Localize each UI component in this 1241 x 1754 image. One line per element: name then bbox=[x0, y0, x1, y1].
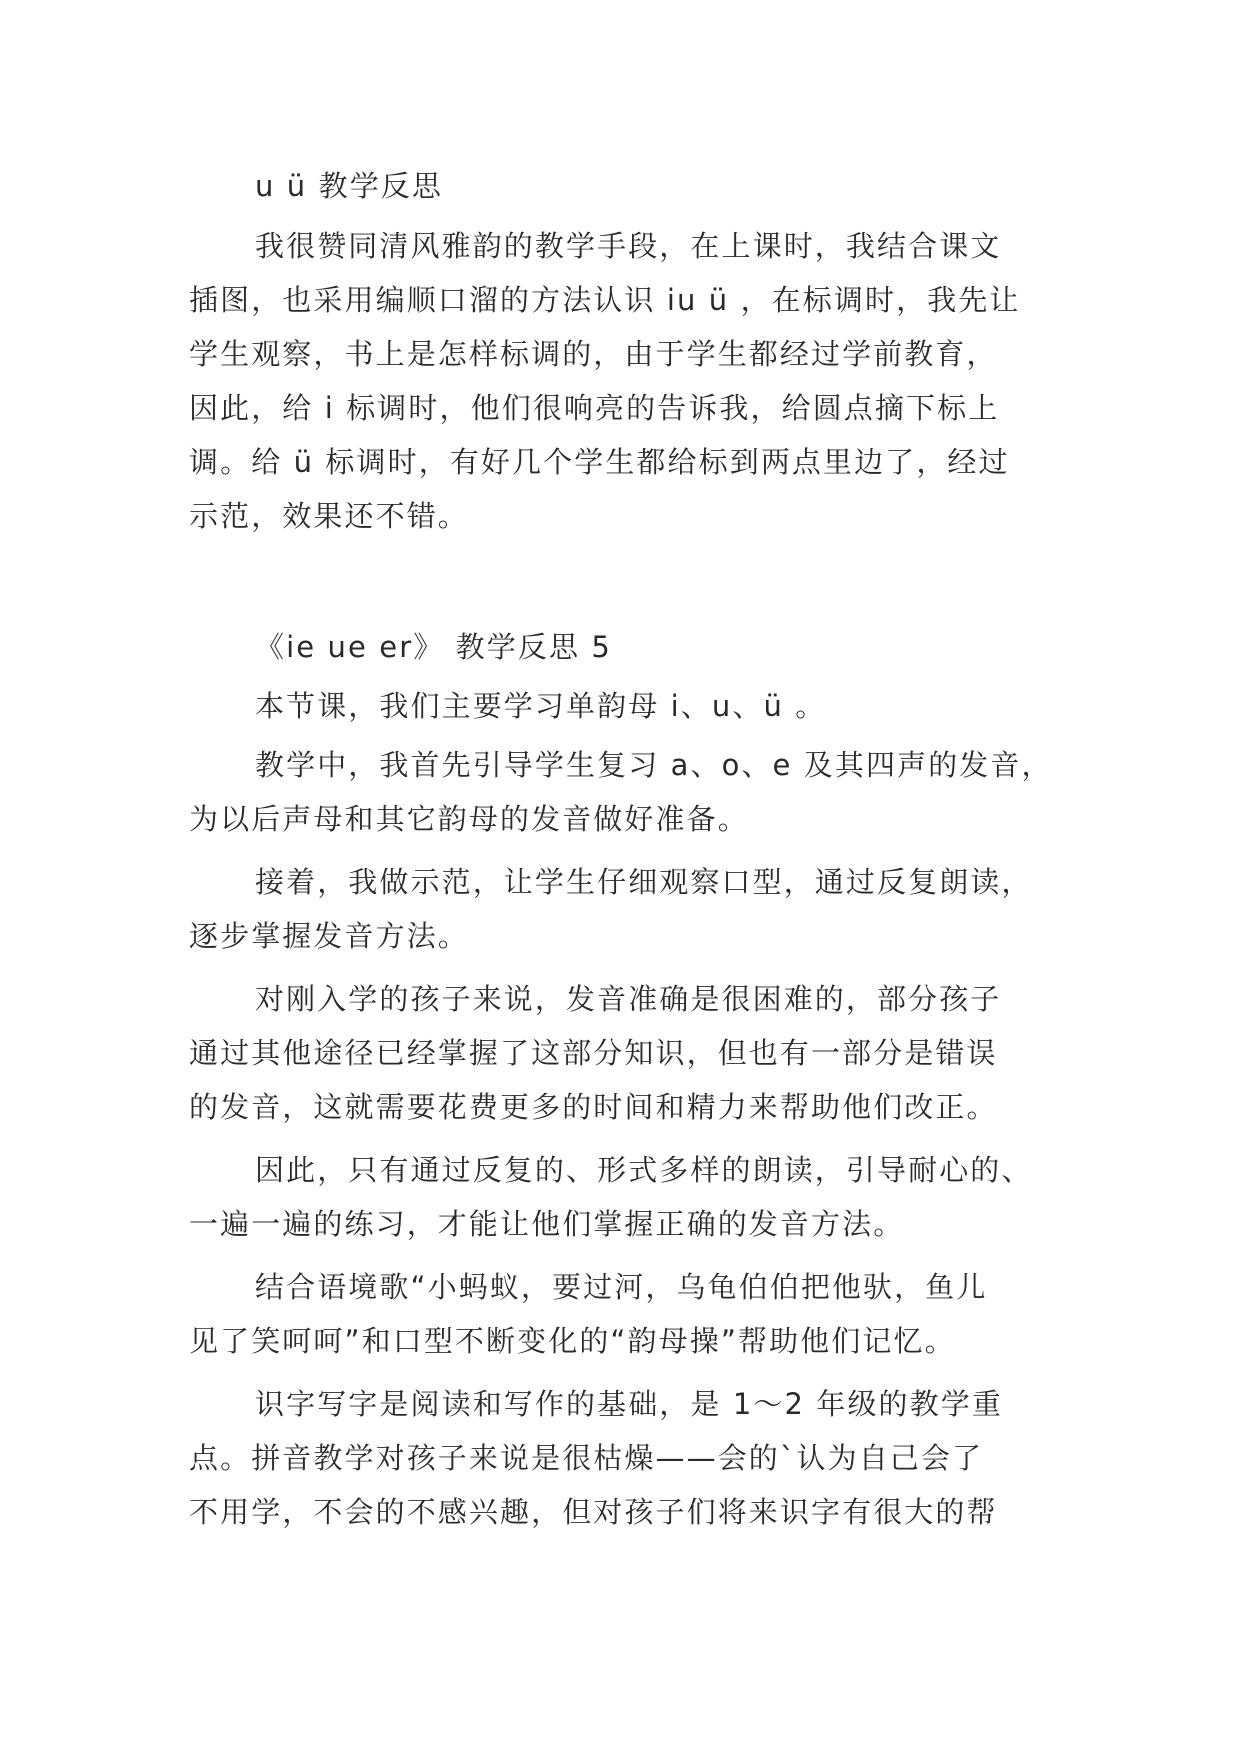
paragraph-line: 逐步掌握发音方法。 bbox=[189, 919, 469, 953]
paragraph-line: 学生观察，书上是怎样标调的，由于学生都经过学前教育， bbox=[189, 337, 998, 371]
paragraph-line: 本节课，我们主要学习单韵母 i、u、ü 。 bbox=[255, 689, 827, 723]
paragraph-line: 接着，我做示范，让学生仔细观察口型，通过反复朗读， bbox=[255, 865, 1033, 899]
paragraph-line: 调。给 ü 标调时，有好几个学生都给标到两点里边了，经过 bbox=[189, 445, 1010, 479]
section-title: u ü 教学反思 bbox=[255, 169, 443, 203]
paragraph-line: 对刚入学的孩子来说，发音准确是很困难的，部分孩子 bbox=[255, 982, 1002, 1016]
paragraph-line: 识字写字是阅读和写作的基础，是 1～2 年级的教学重 bbox=[255, 1387, 1003, 1421]
paragraph-line: 点。拼音教学对孩子来说是很枯燥——会的`认为自己会了 bbox=[189, 1441, 984, 1475]
paragraph-line: 通过其他途径已经掌握了这部分知识，但也有一部分是错误 bbox=[189, 1036, 998, 1070]
paragraph-line: 我很赞同清风雅韵的教学手段，在上课时，我结合课文 bbox=[255, 229, 1002, 263]
paragraph-line: 的发音，这就需要花费更多的时间和精力来帮助他们改正。 bbox=[189, 1090, 998, 1124]
paragraph-line: 因此，只有通过反复的、形式多样的朗读，引导耐心的、 bbox=[255, 1153, 1033, 1187]
paragraph-line: 为以后声母和其它韵母的发音做好准备。 bbox=[189, 802, 749, 836]
paragraph-line: 一遍一遍的练习，才能让他们掌握正确的发音方法。 bbox=[189, 1207, 905, 1241]
section-title: 《ie ue er》 教学反思 5 bbox=[255, 630, 612, 664]
paragraph-line: 示范，效果还不错。 bbox=[189, 499, 469, 533]
paragraph-line: 教学中，我首先引导学生复习 a、o、e 及其四声的发音， bbox=[255, 748, 1053, 782]
paragraph-line: 不用学，不会的不感兴趣，但对孩子们将来识字有很大的帮 bbox=[189, 1495, 998, 1529]
paragraph-line: 插图，也采用编顺口溜的方法认识 iu ü ，在标调时，我先让 bbox=[189, 283, 1021, 317]
paragraph-line: 见了笑呵呵”和口型不断变化的“韵母操”帮助他们记忆。 bbox=[189, 1324, 956, 1358]
paragraph-line: 结合语境歌“小蚂蚁，要过河，乌龟伯伯把他驮，鱼儿 bbox=[255, 1270, 988, 1304]
paragraph-line: 因此，给 i 标调时，他们很响亮的告诉我，给圆点摘下标上 bbox=[189, 391, 1000, 425]
